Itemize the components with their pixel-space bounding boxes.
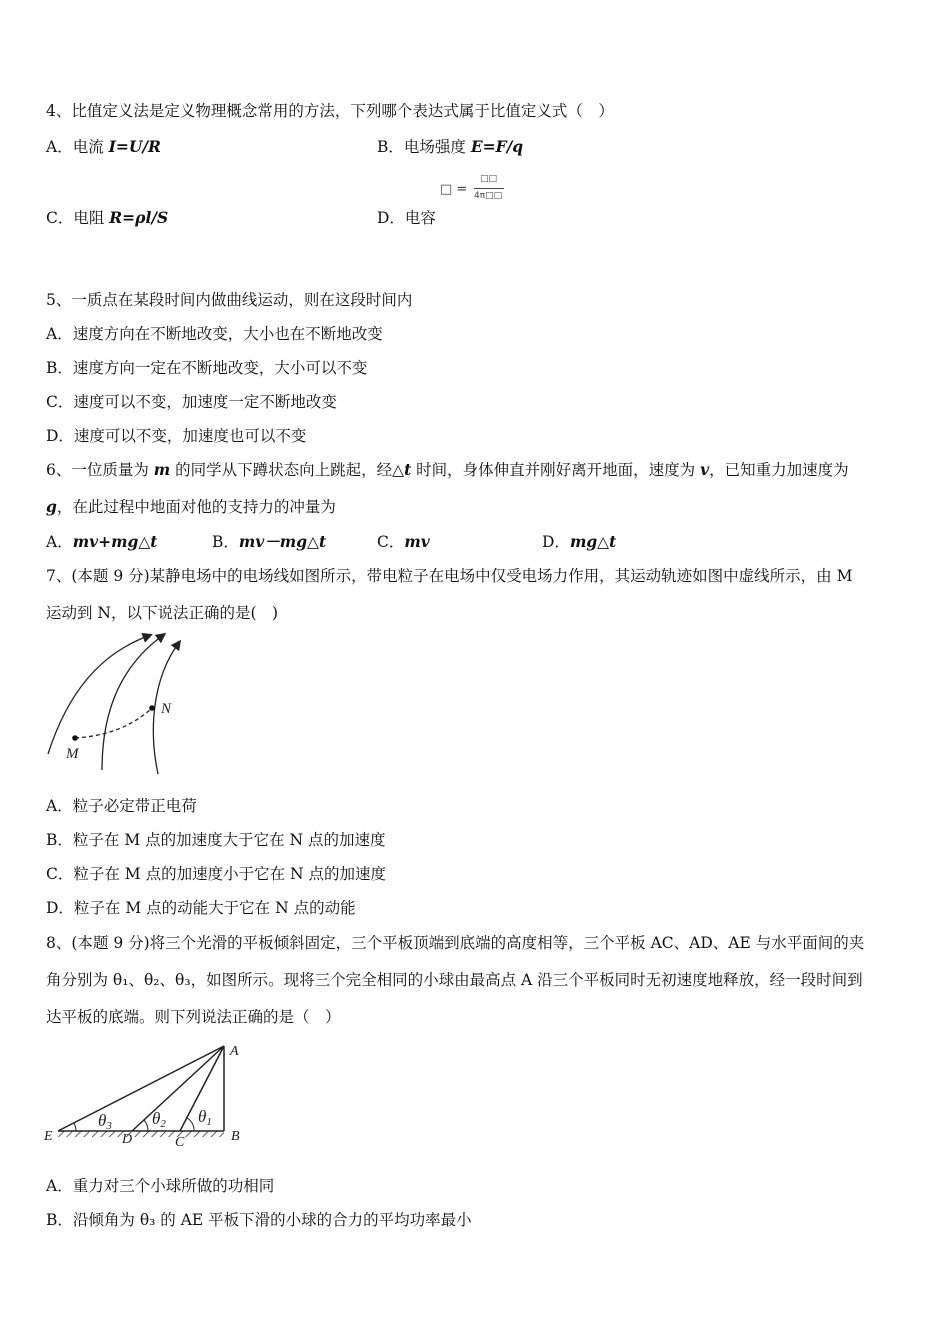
q8-stem-line1: 8、(本题 9 分)将三个光滑的平板倾斜固定，三个平板顶端到底端的高度相等，三个平板 AC、AD、AE 与水平面间的夹 (46, 934, 865, 952)
electric-field-figure (40, 632, 200, 777)
q7-option-a: A．粒子必定带正电荷 (46, 797, 197, 815)
formula-denominator: 4π□□ (474, 191, 503, 201)
q4-stem: 4、比值定义法是定义物理概念常用的方法，下列哪个表达式属于比值定义式（ ） (46, 102, 614, 120)
q8-option-b: B．沿倾角为 θ₃ 的 AE 平板下滑的小球的合力的平均功率最小 (46, 1211, 472, 1229)
inclined-planes-figure (40, 1036, 260, 1151)
q4-option-b: B．电场强度 E=F/q (377, 137, 524, 156)
label-m: M (66, 746, 79, 762)
q4-option-c: C．电阻 R=ρl/S (46, 208, 169, 227)
q6-stem-line1: 6、一位质量为 m 的同学从下蹲状态向上跳起，经△t 时间，身体伸直并刚好离开地面，速度为 v，已知重力加速度为 (46, 460, 849, 479)
trajectory-dashed (75, 708, 152, 738)
q6-option-d: D．mg△t (542, 532, 617, 551)
label-theta3: θ3 (98, 1111, 112, 1132)
q5-option-d: D．速度可以不变，加速度也可以不变 (46, 427, 307, 445)
q6-option-c: C．mv (377, 532, 430, 551)
q7-stem-line2: 运动到 N，以下说法正确的是( ) (46, 604, 279, 622)
label-c: C (175, 1135, 185, 1150)
q5-stem: 5、一质点在某段时间内做曲线运动，则在这段时间内 (46, 291, 413, 309)
label-theta2: θ2 (152, 1109, 166, 1130)
ground-hatching (58, 1131, 224, 1137)
label-d: D (122, 1132, 133, 1147)
formula-lhs: □ = (440, 182, 468, 197)
q5-option-c: C．速度可以不变，加速度一定不断地改变 (46, 393, 337, 411)
label-b: B (231, 1129, 240, 1144)
label-theta1: θ1 (198, 1107, 212, 1128)
label-n: N (161, 701, 172, 717)
q8-stem-line2: 角分别为 θ₁、θ₂、θ₃，如图所示。现将三个完全相同的小球由最高点 A 沿三个平板同时无初速度地释放，经一段时间到 (46, 971, 863, 989)
angle-arc-2 (144, 1120, 148, 1131)
q4-capacitance-formula (440, 174, 520, 208)
q7-option-d: D．粒子在 M 点的动能大于它在 N 点的动能 (46, 899, 356, 917)
q8-stem-line3: 达平板的底端。则下列说法正确的是（ ） (46, 1008, 341, 1026)
point-m (72, 735, 78, 741)
q6-stem-line2: g，在此过程中地面对他的支持力的冲量为 (46, 497, 336, 516)
fraction-bar (474, 188, 504, 189)
q4-option-d: D．电容 (377, 209, 436, 227)
q7-option-c: C．粒子在 M 点的加速度小于它在 N 点的加速度 (46, 865, 387, 883)
formula-numerator: □□ (480, 174, 498, 184)
q7-option-b: B．粒子在 M 点的加速度大于它在 N 点的加速度 (46, 831, 386, 849)
point-n (149, 705, 155, 711)
field-line-1 (48, 636, 148, 754)
q6-option-b: B．mv－mg△t (212, 532, 327, 551)
angle-arc-3 (74, 1123, 76, 1131)
q7-stem-line1: 7、(本题 9 分)某静电场中的电场线如图所示，带电粒子在电场中仅受电场力作用，其运动轨迹如图中虚线所示，由 M (46, 567, 853, 585)
q8-option-a: A．重力对三个小球所做的功相同 (46, 1177, 275, 1195)
q5-option-a: A．速度方向在不断地改变，大小也在不断地改变 (46, 325, 383, 343)
q5-option-b: B．速度方向一定在不断地改变，大小可以不变 (46, 359, 368, 377)
q6-option-a: A．mv+mg△t (46, 532, 158, 551)
q4-option-a: A．电流 I=U/R (46, 137, 161, 156)
label-a: A (230, 1044, 239, 1059)
angle-arc-1 (187, 1118, 194, 1131)
label-e: E (44, 1129, 53, 1144)
